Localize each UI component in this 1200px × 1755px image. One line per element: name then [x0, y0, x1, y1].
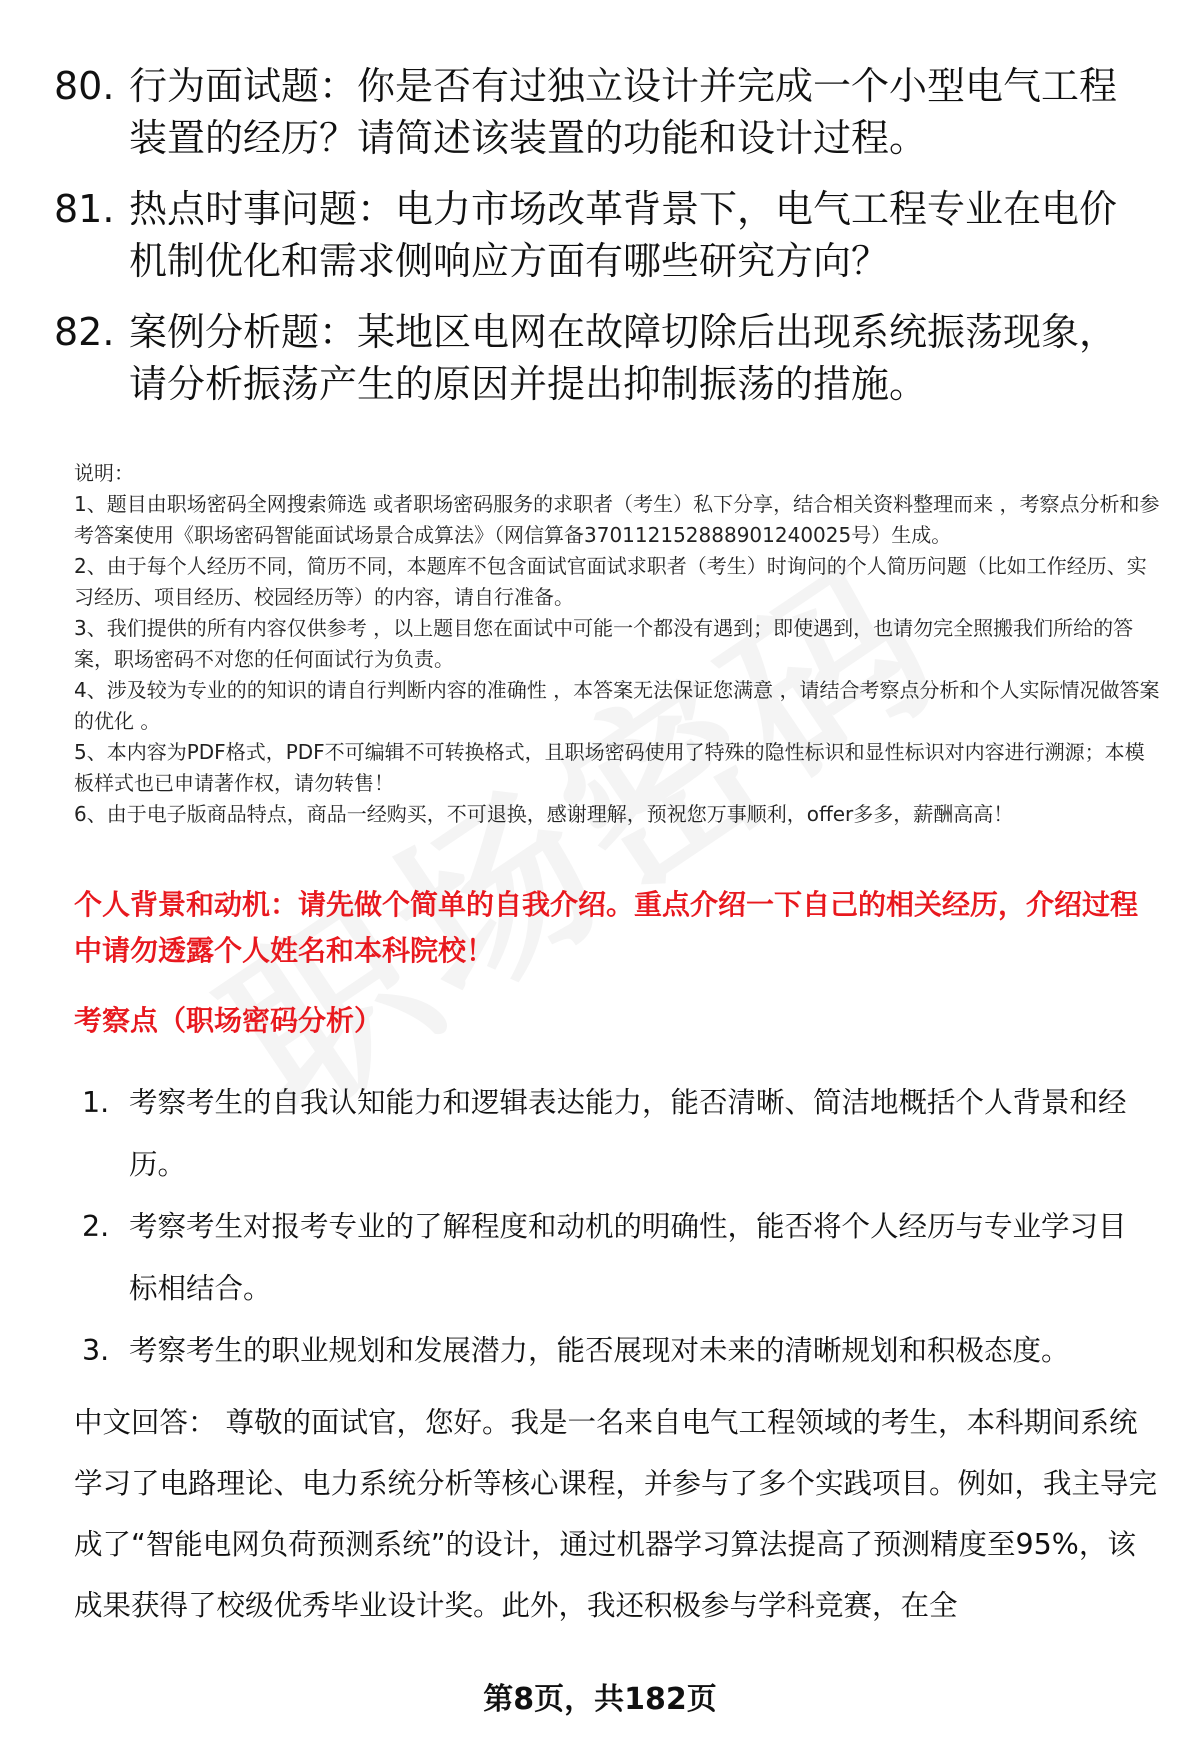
- notes-section: [74, 458, 1160, 830]
- question-list: [54, 60, 1154, 429]
- note-item: 3、我们提供的所有内容仅供参考 ，以上题目您在面试中可能一个都没有遇到；即使遇到，也请勿完全照搬我们所给的答案，职场密码不对您的任何面试行为负责。: [74, 616, 1134, 671]
- note-item: 1、题目由职场密码全网搜索筛选 或者职场密码服务的求职者（考生）私下分享，结合相关资料整理而来 ，考察点分析和参考答案使用《职场密码智能面试场景合成算法》（网信算备370112152888901240025号）生成。: [74, 492, 1160, 547]
- question-number: 81.: [54, 187, 115, 231]
- point-number: 1.: [82, 1086, 110, 1119]
- page-footer: 第8页，共182页: [483, 1682, 717, 1717]
- question-item: [54, 60, 1154, 164]
- point-number: 2.: [82, 1210, 110, 1243]
- answer-paragraph: 中文回答： 尊敬的面试官，您好。我是一名来自电气工程领域的考生，本科期间系统学习了电路理论、电力系统分析等核心课程，并参与了多个实践项目。例如，我主导完成了“智能电网负荷预测系统”的设计，通过机器学习算法提高了预测精度至95%，该成果获得了校级优秀毕业设计奖。此外，我还积极参与学科竞赛，在全: [74, 1406, 1158, 1622]
- note-item: 5、本内容为PDF格式，PDF不可编辑不可转换格式，且职场密码使用了特殊的隐性标识和显性标识对内容进行溯源；本模板样式也已申请著作权，请勿转售！: [74, 740, 1145, 795]
- point-text: 考察考生对报考专业的了解程度和动机的明确性，能否将个人经历与专业学习目标相结合。: [129, 1210, 1127, 1305]
- question-text: 行为面试题：你是否有过独立设计并完成一个小型电气工程装置的经历？请简述该装置的功能和设计过程。: [129, 64, 1118, 160]
- analysis-point: [82, 1072, 1152, 1196]
- question-item: [54, 183, 1154, 287]
- analysis-point: [82, 1320, 1152, 1382]
- point-number: 3.: [82, 1334, 110, 1367]
- question-item: [54, 306, 1154, 410]
- point-text: 考察考生的职业规划和发展潜力，能否展现对未来的清晰规划和积极态度。: [129, 1334, 1070, 1367]
- analysis-title: 考察点（职场密码分析）: [74, 1004, 383, 1037]
- note-item: 4、涉及较为专业的的知识的请自行判断内容的准确性 ，本答案无法保证您满意 ，请结合考察点分析和个人实际情况做答案的优化 。: [74, 678, 1160, 733]
- note-item: 6、由于电子版商品特点，商品一经购买，不可退换，感谢理解，预祝您万事顺利，offer多多，薪酬高高！: [74, 802, 1014, 826]
- notes-heading: 说明：: [74, 461, 134, 485]
- question-text: 案例分析题：某地区电网在故障切除后出现系统振荡现象，请分析振荡产生的原因并提出抑制振荡的措施。: [129, 310, 1118, 406]
- question-text: 热点时事问题：电力市场改革背景下，电气工程专业在电价机制优化和需求侧响应方面有哪些研究方向？: [129, 187, 1118, 283]
- question-number: 80.: [54, 64, 115, 108]
- point-text: 考察考生的自我认知能力和逻辑表达能力，能否清晰、简洁地概括个人背景和经历。: [129, 1086, 1127, 1181]
- analysis-points: [82, 1072, 1152, 1382]
- analysis-point: [82, 1196, 1152, 1320]
- note-item: 2、由于每个人经历不同，简历不同，本题库不包含面试官面试求职者（考生）时询问的个人简历问题（比如工作经历、实习经历、项目经历、校园经历等）的内容，请自行准备。: [74, 554, 1147, 609]
- question-number: 82.: [54, 310, 115, 354]
- section-title: 个人背景和动机：请先做个简单的自我介绍。重点介绍一下自己的相关经历，介绍过程中请勿透露个人姓名和本科院校！: [74, 888, 1139, 967]
